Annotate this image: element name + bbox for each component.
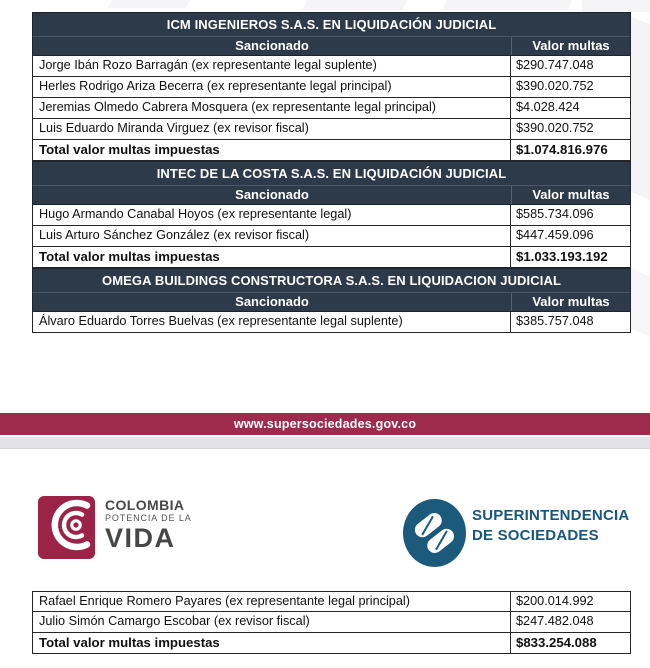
valor-cell: $385.757.048 xyxy=(516,314,594,328)
sancionado-cell: Luis Eduardo Miranda Virguez (ex revisor fiscal) xyxy=(33,119,511,139)
supersociedades-logo-text xyxy=(472,507,629,545)
sancionado-cell: Jeremias Olmedo Cabrera Mosquera (ex representante legal principal) xyxy=(33,98,511,118)
valor-cell: $290.747.048 xyxy=(516,58,594,72)
background-shape xyxy=(108,0,191,8)
sancionado-cell: Rafael Enrique Romero Payares (ex representante legal principal) xyxy=(33,592,511,611)
table-title: ICM INGENIEROS S.A.S. EN LIQUIDACIÓN JUDICIAL xyxy=(32,12,631,36)
valor-cell: $390.020.752 xyxy=(516,79,594,93)
table-row xyxy=(32,98,631,119)
table-total-row xyxy=(32,633,631,654)
total-label: Total valor multas impuestas xyxy=(33,633,511,653)
table-header-row xyxy=(32,185,631,205)
valor-cell: $247.482.048 xyxy=(516,614,594,628)
website-url[interactable]: www.supersociedades.gov.co xyxy=(233,417,417,431)
colombia-title: COLOMBIA xyxy=(105,497,185,513)
table-header-row xyxy=(32,36,631,56)
valor-cell: $585.734.096 xyxy=(516,207,594,221)
sancionado-cell: Luis Arturo Sánchez González (ex revisor fiscal) xyxy=(33,226,511,246)
column-header-valor: Valor multas xyxy=(511,293,630,311)
supersociedades-line1: SUPERINTENDENCIA xyxy=(472,507,630,524)
supersociedades-line2: DE SOCIEDADES xyxy=(472,527,599,544)
table-row xyxy=(32,226,631,247)
table-row xyxy=(32,312,631,333)
background-shape xyxy=(443,0,572,10)
sancionado-cell: Jorge Ibán Rozo Barragán (ex representante legal suplente) xyxy=(33,56,511,76)
sancionado-cell: Álvaro Eduardo Torres Buelvas (ex representante legal suplente) xyxy=(33,312,511,332)
website-banner xyxy=(0,413,650,435)
sanctions-table-omega xyxy=(32,268,631,333)
total-label: Total valor multas impuestas xyxy=(33,247,511,267)
table-header-row xyxy=(32,292,631,312)
table-row xyxy=(32,591,631,612)
sancionado-cell: Herles Rodrigo Ariza Becerra (ex representante legal principal) xyxy=(33,77,511,97)
divider-strip xyxy=(0,437,650,449)
total-label: Total valor multas impuestas xyxy=(33,140,511,160)
table-row xyxy=(32,612,631,633)
column-header-valor: Valor multas xyxy=(511,37,630,55)
colombia-logo-icon xyxy=(38,496,104,559)
colombia-subtitle: POTENCIA DE LA xyxy=(105,513,192,523)
valor-cell: $200.014.992 xyxy=(516,594,594,608)
colombia-vida: VIDA xyxy=(105,523,176,553)
column-header-sancionado: Sancionado xyxy=(235,294,309,309)
background-shape xyxy=(582,0,650,12)
table-row xyxy=(32,56,631,77)
valor-cell: $4.028.424 xyxy=(516,100,580,114)
table-row xyxy=(32,205,631,226)
sancionado-cell: Julio Simón Camargo Escobar (ex revisor fiscal) xyxy=(33,612,511,632)
table-row xyxy=(32,119,631,140)
supersociedades-logo-icon xyxy=(403,499,466,567)
valor-cell: $447.459.096 xyxy=(516,228,594,242)
column-header-sancionado: Sancionado xyxy=(235,187,309,202)
table-total-row xyxy=(32,140,631,161)
table-title: OMEGA BUILDINGS CONSTRUCTORA S.A.S. EN LIQUIDACION JUDICIAL xyxy=(32,268,631,292)
sanctions-table-intec xyxy=(32,161,631,268)
total-value: $1.033.193.192 xyxy=(516,249,608,264)
total-value: $1.074.816.976 xyxy=(516,142,608,157)
sanctions-tables xyxy=(32,12,631,333)
valor-cell: $390.020.752 xyxy=(516,121,594,135)
column-header-sancionado: Sancionado xyxy=(235,38,309,53)
total-value: $833.254.088 xyxy=(516,635,597,650)
sanctions-table-icm xyxy=(32,12,631,161)
column-header-valor: Valor multas xyxy=(511,186,630,204)
table-row xyxy=(32,77,631,98)
table-title: INTEC DE LA COSTA S.A.S. EN LIQUIDACIÓN JUDICIAL xyxy=(32,161,631,185)
sancionado-cell: Hugo Armando Canabal Hoyos (ex representante legal) xyxy=(33,205,511,225)
background-shape xyxy=(303,0,408,10)
colombia-logo-text xyxy=(105,497,192,553)
sanctions-table-continuation xyxy=(32,591,631,654)
table-total-row xyxy=(32,247,631,268)
